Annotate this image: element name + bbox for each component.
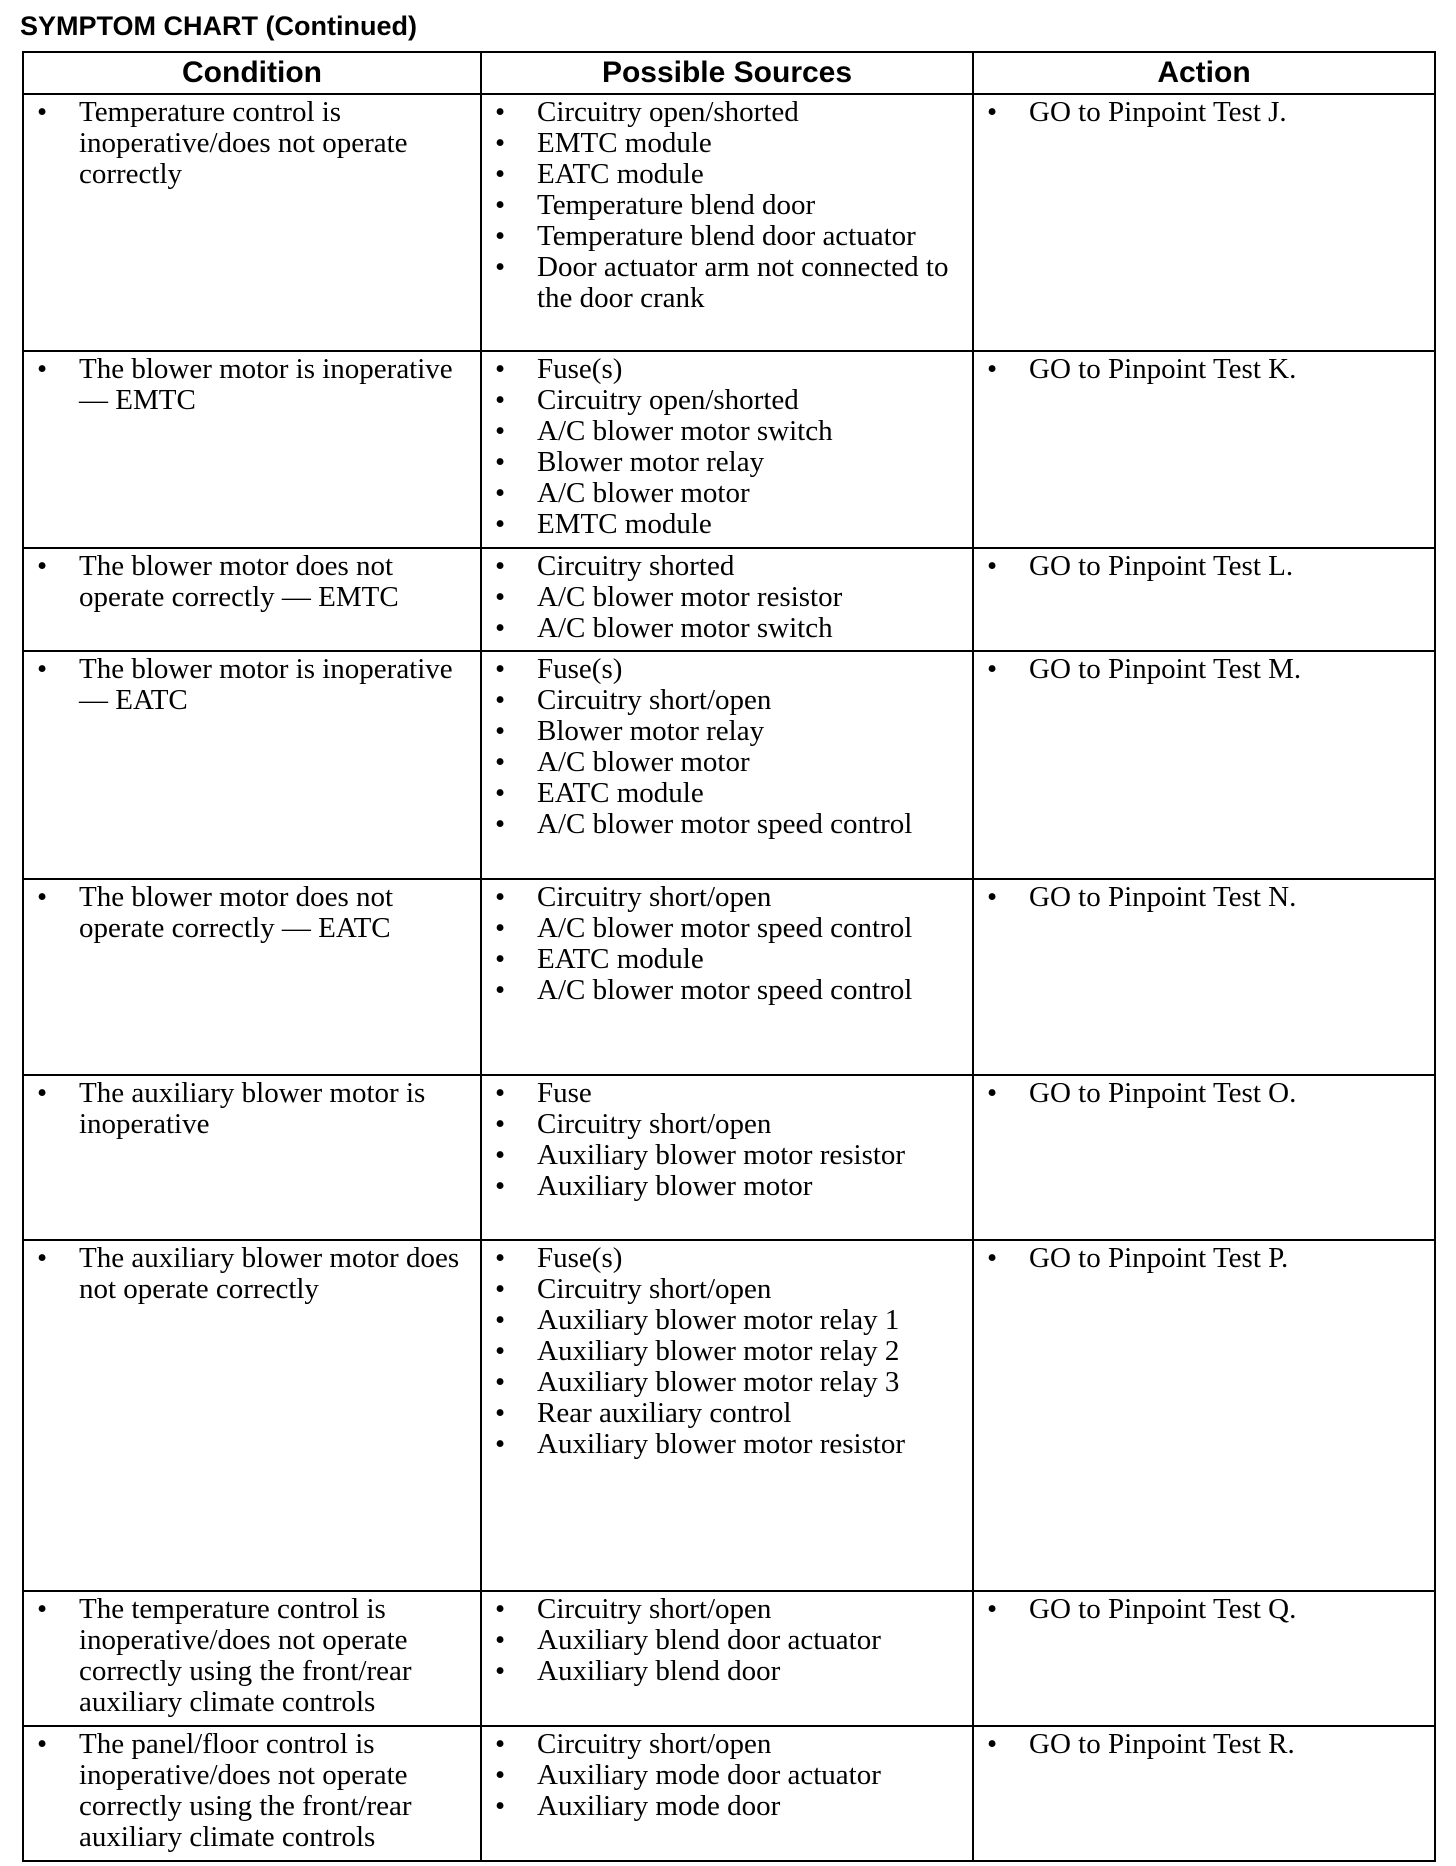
source-item: • Fuse: [482, 1078, 964, 1109]
source-item: • A/C blower motor resistor: [482, 582, 964, 613]
page-title: SYMPTOM CHART (Continued): [20, 11, 417, 41]
source-item: • Auxiliary blower motor relay 3: [482, 1367, 964, 1398]
action-cell: [973, 351, 1435, 548]
condition-cell: [23, 879, 481, 1075]
action-text: • GO to Pinpoint Test K.: [974, 354, 1426, 385]
source-item: • Blower motor relay: [482, 716, 964, 747]
source-item: • Auxiliary blower motor relay 2: [482, 1336, 964, 1367]
sources-cell: [481, 1075, 973, 1240]
condition-text: • The blower motor is inoperative — EATC: [24, 654, 472, 716]
action-text: • GO to Pinpoint Test M.: [974, 654, 1426, 685]
sources-cell: [481, 1240, 973, 1591]
sources-cell: [481, 1591, 973, 1726]
source-item: • Circuitry short/open: [482, 1594, 964, 1625]
action-text: • GO to Pinpoint Test O.: [974, 1078, 1426, 1109]
source-item: • Auxiliary blend door: [482, 1656, 964, 1687]
source-item: • Circuitry short/open: [482, 882, 964, 913]
source-item: • EMTC module: [482, 509, 964, 540]
source-item: • A/C blower motor speed control: [482, 809, 964, 840]
source-item: • A/C blower motor speed control: [482, 913, 964, 944]
condition-cell: [23, 94, 481, 351]
source-item: • Auxiliary blend door actuator: [482, 1625, 964, 1656]
condition-text: • Temperature control is inoperative/does not operate correctly: [24, 97, 472, 190]
source-item: • Auxiliary blower motor relay 1: [482, 1305, 964, 1336]
action-cell: [973, 1240, 1435, 1591]
condition-cell: [23, 651, 481, 879]
sources-cell: [481, 94, 973, 351]
sources-cell: [481, 548, 973, 651]
source-item: • Circuitry short/open: [482, 1109, 964, 1140]
source-item: • Auxiliary blower motor resistor: [482, 1429, 964, 1460]
header-possible-sources: Possible Sources: [481, 52, 973, 94]
action-text: • GO to Pinpoint Test R.: [974, 1729, 1426, 1760]
sources-cell: [481, 351, 973, 548]
sources-cell: [481, 651, 973, 879]
source-item: • EMTC module: [482, 128, 964, 159]
table-row: [23, 548, 1435, 651]
condition-text: • The auxiliary blower motor does not operate correctly: [24, 1243, 472, 1305]
source-item: • Fuse(s): [482, 354, 964, 385]
source-item: • Rear auxiliary control: [482, 1398, 964, 1429]
source-item: • EATC module: [482, 159, 964, 190]
condition-cell: [23, 1726, 481, 1861]
source-item: • A/C blower motor speed control: [482, 975, 964, 1006]
action-text: • GO to Pinpoint Test L.: [974, 551, 1426, 582]
source-item: • Auxiliary blower motor resistor: [482, 1140, 964, 1171]
sources-cell: [481, 879, 973, 1075]
source-item: • Auxiliary mode door actuator: [482, 1760, 964, 1791]
source-item: • Circuitry open/shorted: [482, 97, 964, 128]
table-row: [23, 94, 1435, 351]
condition-text: • The panel/floor control is inoperative/does not operate correctly using the front/rear auxiliary climate controls: [24, 1729, 472, 1853]
action-cell: [973, 94, 1435, 351]
source-item: • Auxiliary blower motor: [482, 1171, 964, 1202]
table-row: [23, 351, 1435, 548]
source-item: • EATC module: [482, 778, 964, 809]
condition-cell: [23, 548, 481, 651]
table-row: [23, 1075, 1435, 1240]
action-cell: [973, 1591, 1435, 1726]
source-item: • A/C blower motor: [482, 478, 964, 509]
action-text: • GO to Pinpoint Test N.: [974, 882, 1426, 913]
header-row: [23, 52, 1435, 94]
source-item: • A/C blower motor: [482, 747, 964, 778]
source-item: • EATC module: [482, 944, 964, 975]
header-condition: Condition: [23, 52, 481, 94]
condition-text: • The blower motor does not operate correctly — EMTC: [24, 551, 472, 613]
source-item: • Temperature blend door: [482, 190, 964, 221]
table-row: [23, 651, 1435, 879]
action-text: • GO to Pinpoint Test Q.: [974, 1594, 1426, 1625]
source-item: • Circuitry open/shorted: [482, 385, 964, 416]
source-item: • Temperature blend door actuator: [482, 221, 964, 252]
source-item: • A/C blower motor switch: [482, 416, 964, 447]
source-item: • Circuitry shorted: [482, 551, 964, 582]
table-row: [23, 879, 1435, 1075]
table-row: [23, 1726, 1435, 1861]
condition-text: • The temperature control is inoperative/does not operate correctly using the front/rear auxiliary climate controls: [24, 1594, 472, 1718]
header-action: Action: [973, 52, 1435, 94]
condition-cell: [23, 1591, 481, 1726]
source-item: • Circuitry short/open: [482, 685, 964, 716]
source-item: • A/C blower motor switch: [482, 613, 964, 644]
action-text: • GO to Pinpoint Test J.: [974, 97, 1426, 128]
action-text: • GO to Pinpoint Test P.: [974, 1243, 1426, 1274]
source-item: • Auxiliary mode door: [482, 1791, 964, 1822]
condition-cell: [23, 1075, 481, 1240]
condition-text: • The blower motor is inoperative — EMTC: [24, 354, 472, 416]
condition-text: • The blower motor does not operate correctly — EATC: [24, 882, 472, 944]
condition-cell: [23, 351, 481, 548]
source-item: • Fuse(s): [482, 654, 964, 685]
action-cell: [973, 1726, 1435, 1861]
source-item: • Fuse(s): [482, 1243, 964, 1274]
source-item: • Circuitry short/open: [482, 1274, 964, 1305]
action-cell: [973, 548, 1435, 651]
action-cell: [973, 1075, 1435, 1240]
source-item: • Door actuator arm not connected to the door crank: [482, 252, 964, 314]
condition-text: • The auxiliary blower motor is inoperative: [24, 1078, 472, 1140]
table-row: [23, 1240, 1435, 1591]
action-cell: [973, 879, 1435, 1075]
source-item: • Blower motor relay: [482, 447, 964, 478]
symptom-chart-table: [22, 51, 1436, 1862]
table-row: [23, 1591, 1435, 1726]
sources-cell: [481, 1726, 973, 1861]
action-cell: [973, 651, 1435, 879]
condition-cell: [23, 1240, 481, 1591]
source-item: • Circuitry short/open: [482, 1729, 964, 1760]
